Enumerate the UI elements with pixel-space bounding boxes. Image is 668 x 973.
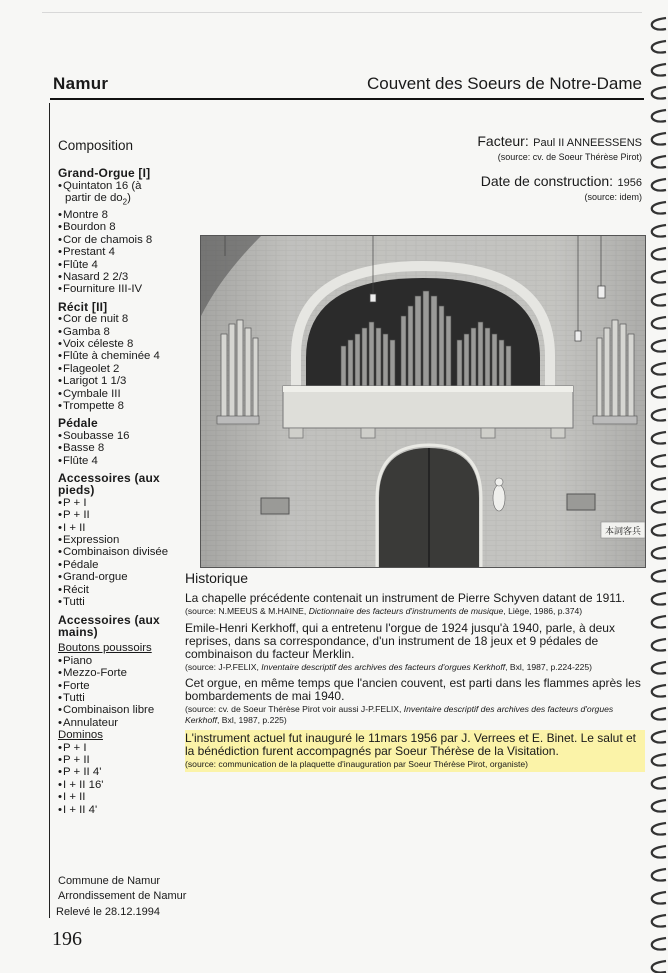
highlighted-note <box>185 730 645 772</box>
domino-item: • I + II 16' <box>58 779 170 791</box>
facteur-label: Facteur: <box>477 133 529 149</box>
accessory-item: • Pédale <box>58 559 170 571</box>
stop-item: • Cymbale III <box>58 388 170 400</box>
historique-source-4: (source: communication de la plaquette d'inauguration par Soeur Thérèse Pirot, organiste) <box>185 759 529 769</box>
date-value: 1956 <box>617 177 642 189</box>
stop-item: • Fourniture III-IV <box>58 283 170 295</box>
organ-photo <box>200 235 646 568</box>
stop-item: • Flageolet 2 <box>58 363 170 375</box>
date-source: (source: idem) <box>584 192 642 202</box>
bouton-item: • Combinaison libre <box>58 704 170 716</box>
domino-item: • I + II 4' <box>58 804 170 816</box>
footer-location <box>58 874 186 904</box>
accessoires-mains-title: Accessoires (aux mains) <box>58 612 160 639</box>
date-label: Date de construction: <box>480 173 614 189</box>
stop-item: • Basse 8 <box>58 442 170 454</box>
domino-item: • P + I <box>58 742 170 754</box>
header-rule <box>50 98 644 100</box>
accessory-item: • Grand-orgue <box>58 571 170 583</box>
boutons-list <box>58 655 170 729</box>
bouton-item: • Piano <box>58 655 170 667</box>
stop-item: • Soubasse 16 <box>58 430 170 442</box>
stop-item: • Quintaton 16 (à partir de $do_2$) <box>58 180 170 209</box>
historique-paragraph-4: L'instrument actuel fut inauguré le 11mars 1956 par J. Verrees et E. Binet. Le salut et la bénédiction furent accompagnés par Soeur Thérèse de la Visitation. <box>185 731 636 758</box>
spiral-binding <box>646 0 668 973</box>
bouton-item: • Annulateur <box>58 717 170 729</box>
stop-item: • Montre 8 <box>58 209 170 221</box>
page-top-edge <box>42 0 642 13</box>
building-title: Couvent des Soeurs de Notre-Dame <box>367 74 642 93</box>
stop-item: • Flûte 4 <box>58 259 170 271</box>
accessory-item: • Expression <box>58 534 170 546</box>
page-number: 196 <box>52 928 82 950</box>
composition-title: Composition <box>58 138 134 153</box>
stop-item: • Voix céleste 8 <box>58 338 170 350</box>
stop-item: • Trompette 8 <box>58 400 170 412</box>
bouton-item: • Tutti <box>58 692 170 704</box>
photo-sign-text: 本詞客兵 <box>604 527 642 537</box>
recit-title: Récit [II] <box>58 299 108 314</box>
stop-item: • Nasard 2 2/3 <box>58 271 170 283</box>
facteur-block <box>477 133 642 163</box>
grand-orgue-title: Grand-Orgue [I] <box>58 166 151 181</box>
domino-item: • P + II <box>58 754 170 766</box>
accessory-item: • I + II <box>58 522 170 534</box>
accessoires-pieds-list <box>58 497 170 609</box>
historique-source-1: (source: N.MEEUS & M.HAINE, Dictionnaire des facteurs d'instruments de musique, Liège, 1986, p.374) <box>185 606 583 616</box>
stop-item: • Flûte 4 <box>58 455 170 467</box>
composition-column <box>58 140 170 816</box>
place-title: Namur <box>53 74 109 93</box>
dominos-title: Dominos <box>58 729 103 742</box>
recit-stops <box>58 313 170 412</box>
arrondissement: Arrondissement de Namur <box>58 890 187 902</box>
accessory-item: • Récit <box>58 584 170 596</box>
stop-item: • Prestant 4 <box>58 246 170 258</box>
pedale-title: Pédale <box>58 416 98 431</box>
pedale-stops <box>58 430 170 467</box>
historique-source-2: (source: J-P.FELIX, Inventaire descriptif des archives des facteurs d'orgues Kerkhoff, Bxl, 1987, p.224-225) <box>185 661 593 672</box>
facteur-source: (source: cv. de Soeur Thérèse Pirot) <box>497 152 642 162</box>
stop-item: • Cor de chamois 8 <box>58 234 170 246</box>
stop-item: • Flûte à cheminée 4 <box>58 350 170 362</box>
accessory-item: • P + II <box>58 509 170 521</box>
stop-item: • Cor de nuit 8 <box>58 313 170 325</box>
commune: Commune de Namur <box>58 875 161 887</box>
accessory-item: • Combinaison divisée <box>58 546 170 558</box>
stop-item: • Gamba 8 <box>58 326 170 338</box>
bouton-item: • Forte <box>58 680 170 692</box>
historique-source-3: (source: cv. de Soeur Thérèse Pirot voir aussi J-P.FELIX, Inventaire descriptif des archives des facteurs d'orgues Kerkhoff, Bxl, 1987, p.225) <box>185 704 614 725</box>
domino-item: • P + II 4' <box>58 766 170 778</box>
accessory-item: • Tutti <box>58 596 170 608</box>
column-divider <box>49 103 50 918</box>
historique-title: Historique <box>185 570 249 586</box>
historique-paragraph-3: Cet orgue, en même temps que l'ancien couvent, est parti dans les flammes après les bombardements de mai 1940. <box>185 676 641 703</box>
boutons-title: Boutons poussoirs <box>58 642 152 655</box>
stop-item: • Bourdon 8 <box>58 221 170 233</box>
domino-item: • I + II <box>58 791 170 803</box>
releve-date: Relevé le 28.12.1994 <box>56 906 160 918</box>
bouton-item: • Mezzo-Forte <box>58 667 170 679</box>
historique-paragraph-1: La chapelle précédente contenait un instrument de Pierre Schyven datant de 1911. <box>185 591 626 605</box>
grand-orgue-stops <box>58 180 170 296</box>
dominos-list <box>58 742 170 816</box>
historique-section <box>185 570 645 772</box>
historique-paragraph-2: Emile-Henri Kerkhoff, qui a entretenu l'orgue de 1924 jusqu'à 1940, parle, à deux reprises, dans sa correspondance, d'un instrument de 18 jeux et 9 pédales de combinaison du facteur Merklin. <box>185 620 615 661</box>
date-block <box>481 173 642 203</box>
accessory-item: • P + I <box>58 497 170 509</box>
facteur-value: Paul II ANNEESSENS <box>533 137 642 149</box>
stop-item: • Larigot 1 1/3 <box>58 375 170 387</box>
accessoires-pieds-title: Accessoires (aux pieds) <box>58 471 160 498</box>
